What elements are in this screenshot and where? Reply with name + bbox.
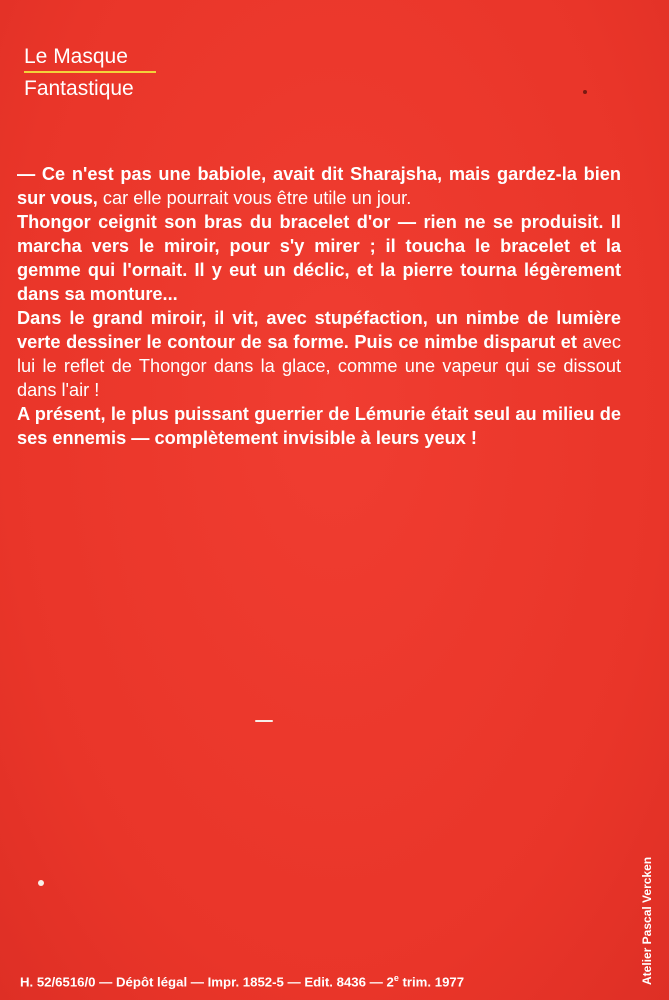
paper-speck xyxy=(255,720,273,722)
back-cover-blurb xyxy=(17,162,621,450)
series-logo xyxy=(24,44,156,101)
blurb-bold-text: Thongor ceignit son bras du bracelet d'or — rien ne se produisit. Il marcha vers le miroir, pour s'y mirer ; il toucha le bracelet et la gemme qui l'ornait. Il y eut un déclic, et la pierre tourna légèrement dans sa monture... xyxy=(17,212,621,304)
blurb-bold-text: Dans le grand miroir, il vit, avec stupéfaction, un nimbe de lumière verte dessiner le contour de sa forme. Puis ce nimbe disparut et xyxy=(17,308,621,352)
series-divider xyxy=(24,71,156,73)
blurb-paragraph xyxy=(17,210,621,306)
blurb-regular-text: avec lui le reflet de Thongor dans la glace, comme une vapeur qui se dissout dans l'air ! xyxy=(17,332,621,400)
imprint-line xyxy=(20,973,464,989)
blurb-paragraph xyxy=(17,162,621,210)
blurb-paragraph xyxy=(17,402,621,450)
blurb-bold-text: A présent, le plus puissant guerrier de Lémurie était seul au milieu de ses ennemis — complètement invisible à leurs yeux ! xyxy=(17,404,621,448)
design-credit: Atelier Pascal Vercken xyxy=(640,856,654,985)
blurb-paragraph xyxy=(17,306,621,402)
series-title-line1: Le Masque xyxy=(24,45,128,68)
imprint-tail: trim. 1977 xyxy=(398,974,465,990)
series-title-line2: Fantastique xyxy=(24,77,134,100)
paper-speck xyxy=(38,880,44,886)
blurb-bold-text: — Ce n'est pas une babiole, avait dit Sharajsha, mais gardez-la bien sur vous, xyxy=(17,164,621,208)
paper-speck xyxy=(583,90,587,94)
blurb-regular-text: car elle pourrait vous être utile un jour. xyxy=(97,188,412,208)
imprint-main: H. 52/6516/0 — Dépôt légal — Impr. 1852-5 — Edit. 8436 — 2 xyxy=(20,974,394,990)
imprint-superscript: e xyxy=(393,973,399,983)
